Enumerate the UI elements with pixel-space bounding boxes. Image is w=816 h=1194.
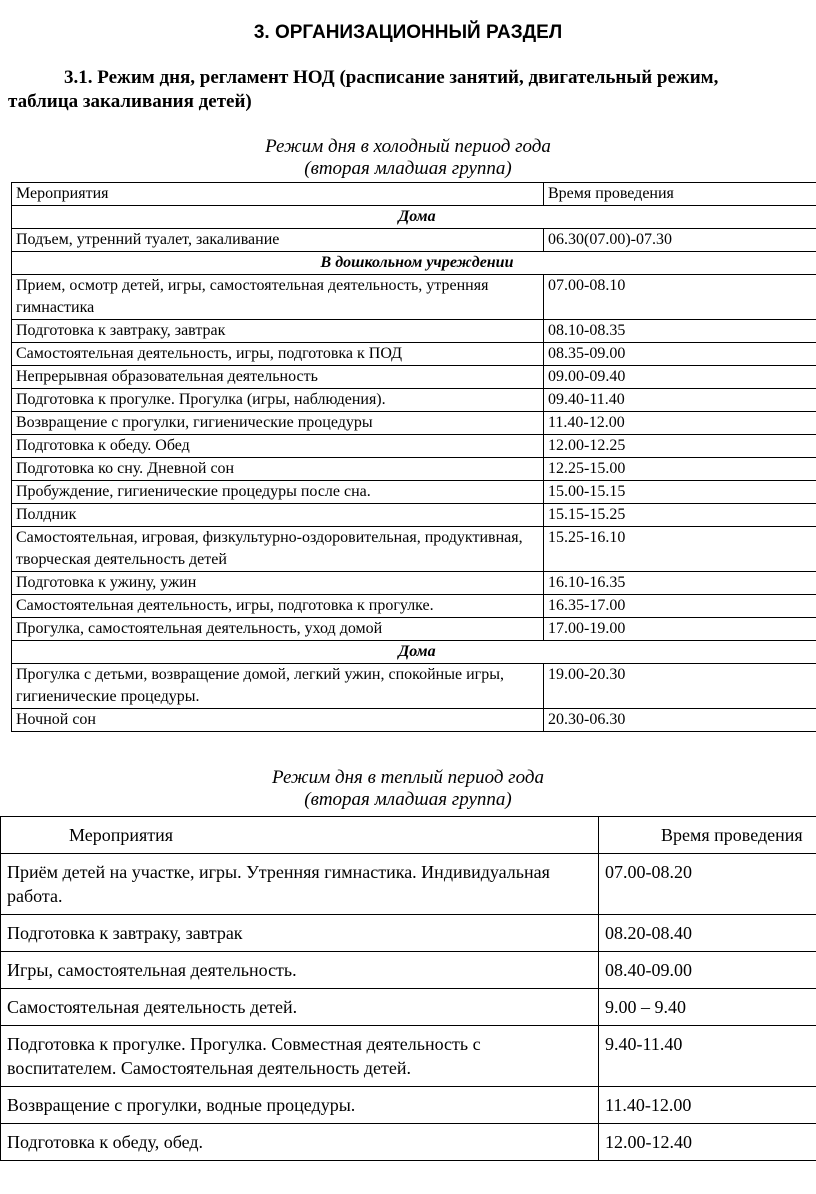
time-cell: 19.00-20.30 <box>544 664 816 709</box>
table-row <box>12 320 816 343</box>
column-header-activity: Мероприятия <box>12 183 544 206</box>
table-row <box>12 572 816 595</box>
cold-schedule-table <box>11 182 816 732</box>
table-row <box>12 527 816 572</box>
time-cell: 08.10-08.35 <box>544 320 816 343</box>
table-row <box>12 458 816 481</box>
activity-cell: Самостоятельная, игровая, физкультурно-оздоровительная, продуктивная, творческая деятельность детей <box>12 527 544 572</box>
table-row <box>12 389 816 412</box>
column-header-activity: Мероприятия <box>1 817 599 854</box>
activity-cell: Возвращение с прогулки, водные процедуры. <box>1 1087 599 1124</box>
time-cell: 09.40-11.40 <box>544 389 816 412</box>
table-row <box>12 595 816 618</box>
time-cell: 9.40-11.40 <box>599 1026 816 1087</box>
warm-caption-title: Режим дня в теплый период года <box>272 767 544 788</box>
time-cell: 16.35-17.00 <box>544 595 816 618</box>
section-kindergarten: В дошкольном учреждении <box>12 252 816 275</box>
activity-cell: Прогулка, самостоятельная деятельность, уход домой <box>12 618 544 641</box>
activity-cell: Возвращение с прогулки, гигиенические процедуры <box>12 412 544 435</box>
table-row <box>1 1124 816 1161</box>
section-row <box>12 206 816 229</box>
column-header-time: Время проведения <box>599 817 816 854</box>
time-cell: 16.10-16.35 <box>544 572 816 595</box>
table-row <box>12 366 816 389</box>
section-row <box>12 252 816 275</box>
time-cell: 15.15-15.25 <box>544 504 816 527</box>
warm-schedule-table <box>0 816 816 1161</box>
activity-cell: Прием, осмотр детей, игры, самостоятельная деятельность, утренняя гимнастика <box>12 275 544 320</box>
activity-cell: Подготовка к завтраку, завтрак <box>1 915 599 952</box>
activity-cell: Подготовка к завтраку, завтрак <box>12 320 544 343</box>
activity-cell: Самостоятельная деятельность, игры, подготовка к ПОД <box>12 343 544 366</box>
time-cell: 15.00-15.15 <box>544 481 816 504</box>
time-cell: 20.30-06.30 <box>544 709 816 732</box>
time-cell: 08.35-09.00 <box>544 343 816 366</box>
table-row <box>12 229 816 252</box>
subsection-heading-line2: таблица закаливания детей) <box>8 91 252 112</box>
cold-caption <box>0 136 816 180</box>
activity-cell: Подготовка к прогулке. Прогулка. Совместная деятельность с воспитателем. Самостоятельная деятельность детей. <box>1 1026 599 1087</box>
time-cell: 08.40-09.00 <box>599 952 816 989</box>
activity-cell: Полдник <box>12 504 544 527</box>
activity-cell: Прогулка с детьми, возвращение домой, легкий ужин, спокойные игры, гигиенические процедуры. <box>12 664 544 709</box>
activity-cell: Игры, самостоятельная деятельность. <box>1 952 599 989</box>
activity-cell: Приём детей на участке, игры. Утренняя гимнастика. Индивидуальная работа. <box>1 854 599 915</box>
activity-cell: Непрерывная образовательная деятельность <box>12 366 544 389</box>
time-cell: 09.00-09.40 <box>544 366 816 389</box>
activity-cell: Подготовка к прогулке. Прогулка (игры, наблюдения). <box>12 389 544 412</box>
table-row <box>12 412 816 435</box>
time-cell: 9.00 – 9.40 <box>599 989 816 1026</box>
time-cell: 07.00-08.10 <box>544 275 816 320</box>
activity-cell: Подъем, утренний туалет, закаливание <box>12 229 544 252</box>
activity-cell: Подготовка к ужину, ужин <box>12 572 544 595</box>
table-header-row <box>12 183 816 206</box>
time-cell: 11.40-12.00 <box>599 1087 816 1124</box>
activity-cell: Подготовка к обеду. Обед <box>12 435 544 458</box>
table-row <box>1 1087 816 1124</box>
section-home-evening: Дома <box>12 641 816 664</box>
activity-cell: Подготовка к обеду, обед. <box>1 1124 599 1161</box>
activity-cell: Ночной сон <box>12 709 544 732</box>
table-row <box>12 709 816 732</box>
warm-caption <box>0 767 816 811</box>
time-cell: 15.25-16.10 <box>544 527 816 572</box>
table-row <box>1 915 816 952</box>
table-row <box>12 504 816 527</box>
table-row <box>12 481 816 504</box>
warm-caption-group: (вторая младшая группа) <box>304 789 512 810</box>
time-cell: 11.40-12.00 <box>544 412 816 435</box>
table-row <box>12 343 816 366</box>
time-cell: 07.00-08.20 <box>599 854 816 915</box>
subsection-heading-line1: 3.1. Режим дня, регламент НОД (расписание занятий, двигательный режим, <box>64 67 719 88</box>
activity-cell: Самостоятельная деятельность детей. <box>1 989 599 1026</box>
table-row <box>12 435 816 458</box>
activity-cell: Подготовка ко сну. Дневной сон <box>12 458 544 481</box>
table-row <box>1 1026 816 1087</box>
time-cell: 17.00-19.00 <box>544 618 816 641</box>
section-row <box>12 641 816 664</box>
cold-caption-group: (вторая младшая группа) <box>304 158 512 179</box>
table-header-row <box>1 817 816 854</box>
time-cell: 06.30(07.00)-07.30 <box>544 229 816 252</box>
table-row <box>1 952 816 989</box>
time-cell: 12.25-15.00 <box>544 458 816 481</box>
activity-cell: Пробуждение, гигиенические процедуры после сна. <box>12 481 544 504</box>
section-home-morning: Дома <box>12 206 816 229</box>
table-row <box>1 989 816 1026</box>
section-heading: 3. ОРГАНИЗАЦИОННЫЙ РАЗДЕЛ <box>253 22 563 43</box>
time-cell: 12.00-12.40 <box>599 1124 816 1161</box>
table-row <box>12 664 816 709</box>
table-row <box>12 618 816 641</box>
table-row <box>12 275 816 320</box>
table-row <box>1 854 816 915</box>
activity-cell: Самостоятельная деятельность, игры, подготовка к прогулке. <box>12 595 544 618</box>
column-header-time: Время проведения <box>544 183 816 206</box>
time-cell: 12.00-12.25 <box>544 435 816 458</box>
time-cell: 08.20-08.40 <box>599 915 816 952</box>
cold-caption-title: Режим дня в холодный период года <box>265 136 551 157</box>
subsection-heading <box>8 66 816 114</box>
